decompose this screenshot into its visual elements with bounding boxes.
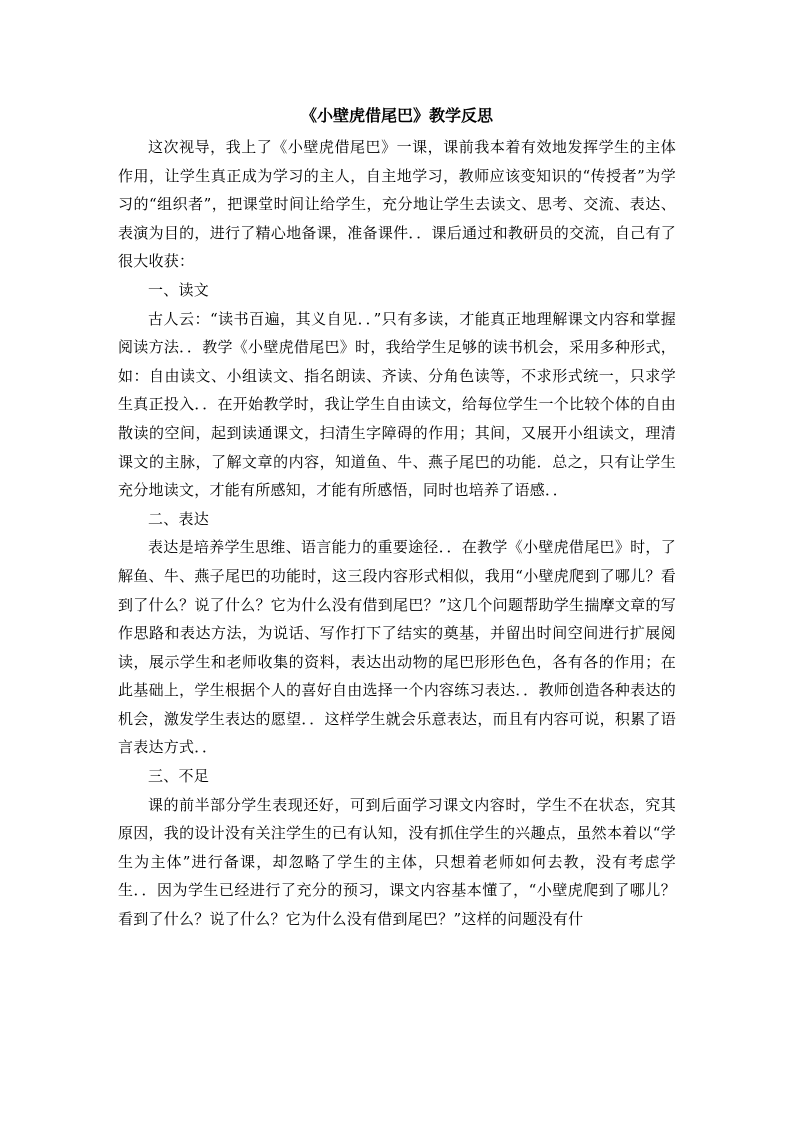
section-heading-expression: 二、表达 [148,509,210,528]
paragraph-reading: 古人云：“读书百遍，其义自见．．”只有多读，才能真正地理解课文内容和掌握阅读方法．．教学《小壁虎借尾巴》时，我给学生足够的读书机会，采用多种形式，如：自由读文、小组读文、指名朗读、齐读、分角色读等，不求形式统一，只求学生真正投入．．在开始教学时，我让学生自由读文，给每位学生一个比较个体的自由散读的空间，起到读通课文，扫清生字障碍的作用；其间，又展开小组读文，理清课文的主脉，了解文章的内容，知道鱼、牛、燕子尾巴的功能．总之，只有让学生充分地读文，才能有所感知，才能有所感悟，同时也培养了语感．． [118,309,676,500]
paragraph-intro: 这次视导，我上了《小壁虎借尾巴》一课，课前我本着有效地发挥学生的主体作用，让学生真正成为学习的主人，自主地学习，教师应该变知识的“传授者”为学习的“组织者”，把课堂时间让给学生，充分地让学生去读文、思考、交流、表达、表演为目的，进行了精心地备课，准备课件．．课后通过和教研员的交流，自己有了很大收获： [118,138,676,271]
document-title: 《小壁虎借尾巴》教学反思 [300,106,493,125]
section-heading-reading: 一、读文 [148,280,210,299]
paragraph-expression: 表达是培养学生思维、语言能力的重要途径．．在教学《小壁虎借尾巴》时，了解鱼、牛、燕子尾巴的功能时，这三段内容形式相似，我用“小壁虎爬到了哪儿？看到了什么？说了什么？它为什么没有借到尾巴？”这几个问题帮助学生揣摩文章的写作思路和表达方法，为说话、写作打下了结实的奠基，并留出时间空间进行扩展阅读，展示学生和老师收集的资料，表达出动物的尾巴形形色色，各有各的作用；在此基础上，学生根据个人的喜好自由选择一个内容练习表达．．教师创造各种表达的机会，激发学生表达的愿望．．这样学生就会乐意表达，而且有内容可说，积累了语言表达方式．． [118,538,676,757]
paragraph-shortcomings: 课的前半部分学生表现还好，可到后面学习课文内容时，学生不在状态，究其原因，我的设计没有关注学生的已有认知，没有抓住学生的兴趣点，虽然本着以“学生为主体”进行备课，却忽略了学生的主体，只想着老师如何去教，没有考虑学生．．因为学生已经进行了充分的预习，课文内容基本懂了，“小壁虎爬到了哪儿？看到了什么？说了什么？它为什么没有借到尾巴？”这样的问题没有什 [118,795,676,929]
section-heading-shortcomings: 三、不足 [148,767,210,786]
document-page [118,104,676,934]
